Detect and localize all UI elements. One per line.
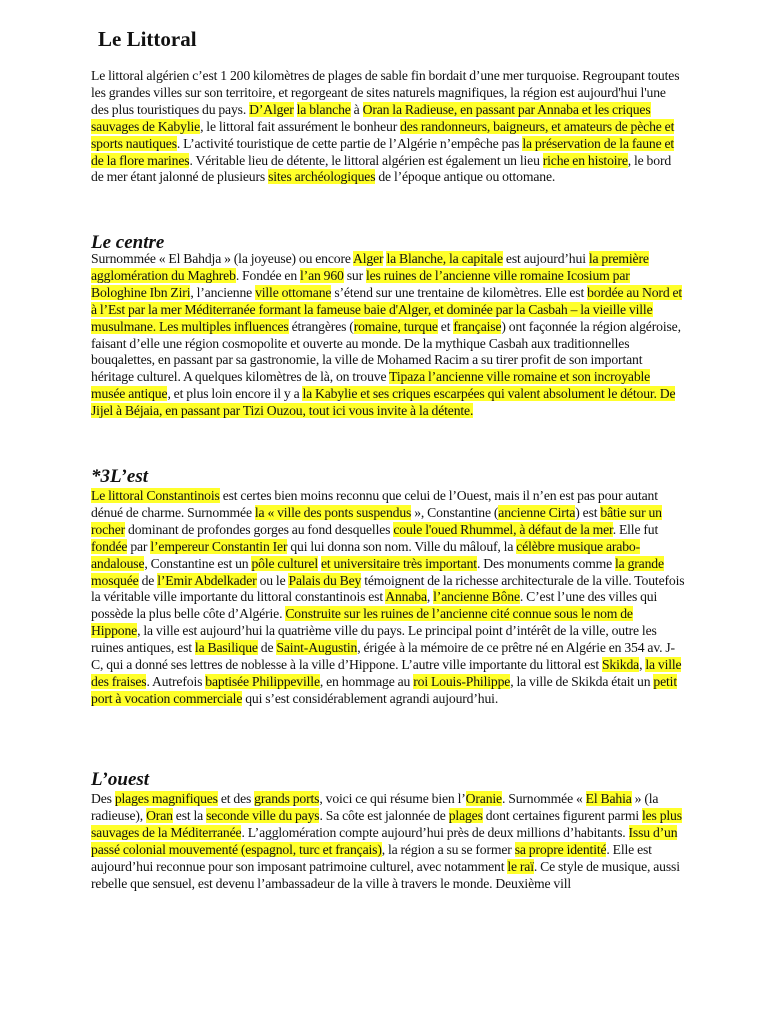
highlighted-text: ancienne Cirta	[498, 504, 576, 520]
est-paragraph	[91, 488, 685, 708]
highlighted-text: Construite sur les ruines de l’ancienne cité connue sous le nom de Hippone	[91, 606, 633, 639]
body-text: , érigée à la mémoire de ce prêtre né en Algérie en 354 av. J-C, qui a donné ses lettres de noblesse à la ville d’Hippone. L’autre ville importante du littoral est	[91, 640, 675, 673]
highlighted-text: Alger	[353, 251, 384, 266]
body-text: , le littoral fait assurément le bonheur	[200, 118, 401, 134]
body-text: Surnommée « El Bahdja » (la joyeuse) ou encore	[91, 251, 354, 266]
highlighted-text: plages	[448, 807, 483, 823]
body-text: à	[350, 101, 363, 117]
highlighted-text: Palais du Bey	[288, 572, 362, 588]
highlighted-text: la Kabylie et ses criques escarpées qui valent absolument le détour. De Jijel à Béjaia, en passant par Tizi Ouzou, tout ici vous invite à la détente.	[91, 386, 676, 419]
highlighted-text: l’ancienne Bône	[433, 589, 520, 605]
body-text: » (la radieuse),	[91, 791, 659, 823]
highlighted-text: grands ports	[254, 791, 320, 806]
highlighted-text: la grande mosquée	[91, 555, 664, 588]
body-text: qui s’est considérablement agrandi aujourd’hui.	[242, 690, 499, 706]
body-text: par	[127, 538, 151, 554]
body-text: de l’époque antique ou ottomane.	[375, 169, 556, 185]
body-text: . Fondée en	[235, 267, 301, 283]
body-text: , la ville de Skikda était un	[510, 673, 654, 689]
body-text: , Constantine est un	[144, 555, 252, 571]
body-text: , et plus loin encore il y a	[167, 386, 303, 402]
body-text: . Ce style de musique, aussi rebelle que sensuel, est devenu l’ambassadeur de la ville à travers le monde. Deuxième vill	[91, 858, 680, 891]
document-title: Le Littoral	[98, 27, 197, 51]
body-text: . Sa côte est jalonnée de	[319, 807, 449, 823]
highlighted-text: romaine, turque	[353, 318, 438, 334]
body-text: , en hommage au	[319, 673, 414, 689]
highlighted-text: Annaba	[385, 589, 427, 605]
body-text: ) est	[575, 504, 601, 520]
highlighted-text: ville ottomane	[255, 284, 332, 300]
highlighted-text: et universitaire très important	[320, 555, 477, 571]
heading-le-centre: Le centre	[91, 232, 165, 253]
highlighted-text: l’Emir Abdelkader	[157, 572, 257, 588]
body-text: s’étend sur une trentaine de kilomètres. Elle est	[331, 284, 588, 300]
highlighted-text: les ruines de l’ancienne ville romaine Icosium par Bologhine Ibn Ziri	[91, 267, 630, 300]
highlighted-text: Issu d’un passé colonial mouvementé (espagnol, turc et français)	[91, 824, 678, 857]
body-text: . Autrefois	[146, 673, 206, 689]
highlighted-text: sites archéologiques	[268, 169, 376, 185]
body-text: . Elle est aujourd’hui reconnue pour son imposant patrimoine culturel, avec notamment	[91, 841, 652, 874]
body-text: », Constantine (	[411, 504, 499, 520]
highlighted-text: petit port à vocation commerciale	[91, 673, 677, 706]
body-text: de	[257, 640, 277, 656]
heading-l-est: *3L’est	[91, 466, 148, 487]
highlighted-text: plages magnifiques	[114, 791, 218, 806]
body-text: dominant de profondes gorges au fond desquelles	[125, 521, 394, 537]
highlighted-text: coule l'oued Rhummel, à défaut de la mer	[393, 521, 613, 537]
body-text: , l’ancienne	[190, 284, 256, 300]
highlighted-text: fondée	[91, 538, 128, 554]
highlighted-text: la ville des fraises	[91, 657, 682, 689]
highlighted-text: D’Alger	[249, 101, 294, 117]
highlighted-text: française	[453, 318, 502, 334]
highlighted-text: célèbre musique arabo-andalouse	[91, 538, 641, 571]
highlighted-text: Skikda	[601, 657, 640, 673]
highlighted-text: Le littoral Constantinois	[91, 488, 220, 503]
highlighted-text: Oranie	[465, 791, 502, 806]
highlighted-text: la Basilique	[194, 640, 258, 656]
body-text: . Surnommée «	[501, 791, 586, 806]
body-text: est aujourd’hui	[502, 251, 589, 266]
centre-paragraph	[91, 251, 685, 420]
highlighted-text: le raï	[507, 858, 534, 874]
body-text: est certes bien moins reconnu que celui de l’Ouest, mais il n’en est pas pour autant dénué de charme. Surnommée	[91, 488, 658, 520]
highlighted-text: la première agglomération du Maghreb	[91, 251, 649, 283]
body-text: . Des monuments comme	[476, 555, 616, 571]
body-text: et des	[217, 791, 255, 806]
body-text: . C’est l’une des villes qui possède la plus belle côte d’Algérie.	[91, 589, 658, 622]
body-text: ,	[426, 589, 434, 605]
highlighted-text: roi Louis-Philippe	[413, 673, 511, 689]
highlighted-text: la préservation de la faune et de la flore marines	[91, 135, 675, 168]
intro-paragraph	[91, 68, 685, 186]
body-text: qui lui donna son nom. Ville du mâlouf, la	[287, 538, 517, 554]
highlighted-text: Tipaza l’ancienne ville romaine et son incroyable musée antique	[91, 369, 651, 402]
highlighted-text: la blanche	[296, 101, 351, 117]
body-text: de	[138, 572, 158, 588]
body-text: . L’activité touristique de cette partie de l’Algérie n’empêche pas	[176, 135, 523, 151]
body-text: , le bord de mer étant jalonné de plusieurs	[91, 152, 672, 185]
body-text: ) ont façonnée la région algéroise, faisant d’elle une région cosmopolite et ouverte au monde. De la mythique Casbah aux traditionnelles bouqalettes, en passant par sa gastronomie, la ville de Mohamed Racim a su tirer profit de son important héritage culturel. A quelques kilomètres de là, on trouve	[91, 318, 681, 385]
body-text: Des	[91, 791, 115, 806]
body-text: et	[437, 318, 454, 334]
body-text: Le littoral algérien c’est 1 200 kilomètres de plages de sable fin bordait d’une mer turquoise. Regroupant toutes les grandes villes sur son territoire, et regorgeant de sites naturels magnifiques, la région est aujourd'hui l'une des plus touristiques du pays.	[91, 68, 680, 117]
highlighted-text: Oran la Radieuse, en passant par Annaba et les criques sauvages de Kabylie	[91, 101, 651, 134]
highlighted-text: l’empereur Constantin Ier	[150, 538, 288, 554]
body-text: , la ville est aujourd’hui la quatrième ville du pays. Le principal point d’intérêt de la ville, outre les ruines antiques, est	[91, 623, 657, 656]
body-text: sur	[343, 267, 366, 283]
body-text: témoignent de la richesse architecturale de la ville. Toutefois la véritable ville importante du littoral constantinois est	[91, 572, 685, 605]
body-text: étrangères (	[288, 318, 354, 334]
highlighted-text: Saint-Augustin	[276, 640, 358, 656]
heading-l-ouest: L’ouest	[91, 769, 150, 790]
highlighted-text: Oran	[146, 807, 173, 823]
highlighted-text: bâtie sur un rocher	[91, 504, 662, 537]
highlighted-text: pôle culturel	[251, 555, 318, 571]
highlighted-text: les plus sauvages de la Méditerranée	[91, 807, 682, 840]
highlighted-text: la « ville des ponts suspendus	[254, 504, 412, 520]
body-text: , voici ce qui résume bien l’	[319, 791, 466, 806]
highlighted-text: bordée au Nord et à l’Est par la mer Méditerranée formant la fameuse baie d'Alger, et dominée par la Casbah – la vieille ville musulmane. Les multiples influences	[91, 284, 683, 334]
body-text: , la région a su se former	[381, 841, 515, 857]
highlighted-text: des randonneurs, baigneurs, et amateurs de pèche et sports nautiques	[91, 118, 675, 151]
highlighted-text: baptisée Philippeville	[205, 673, 320, 689]
ouest-paragraph	[91, 791, 685, 892]
highlighted-text: riche en histoire	[542, 152, 628, 168]
highlighted-text: sa propre identité	[514, 841, 607, 857]
body-text: est la	[172, 807, 207, 823]
body-text: . Véritable lieu de détente, le littoral algérien est également un lieu	[189, 152, 543, 168]
highlighted-text: El Bahia	[585, 791, 632, 806]
body-text: ou le	[256, 572, 289, 588]
highlighted-text: l’an 960	[300, 267, 344, 283]
body-text: . Elle fut	[612, 521, 659, 537]
highlighted-text: la Blanche, la capitale	[386, 251, 503, 266]
highlighted-text: seconde ville du pays	[206, 807, 320, 823]
body-text: dont certaines figurent parmi	[482, 807, 642, 823]
body-text: ,	[639, 657, 646, 673]
body-text: . L’agglomération compte aujourd’hui près de deux millions d’habitants.	[241, 824, 629, 840]
